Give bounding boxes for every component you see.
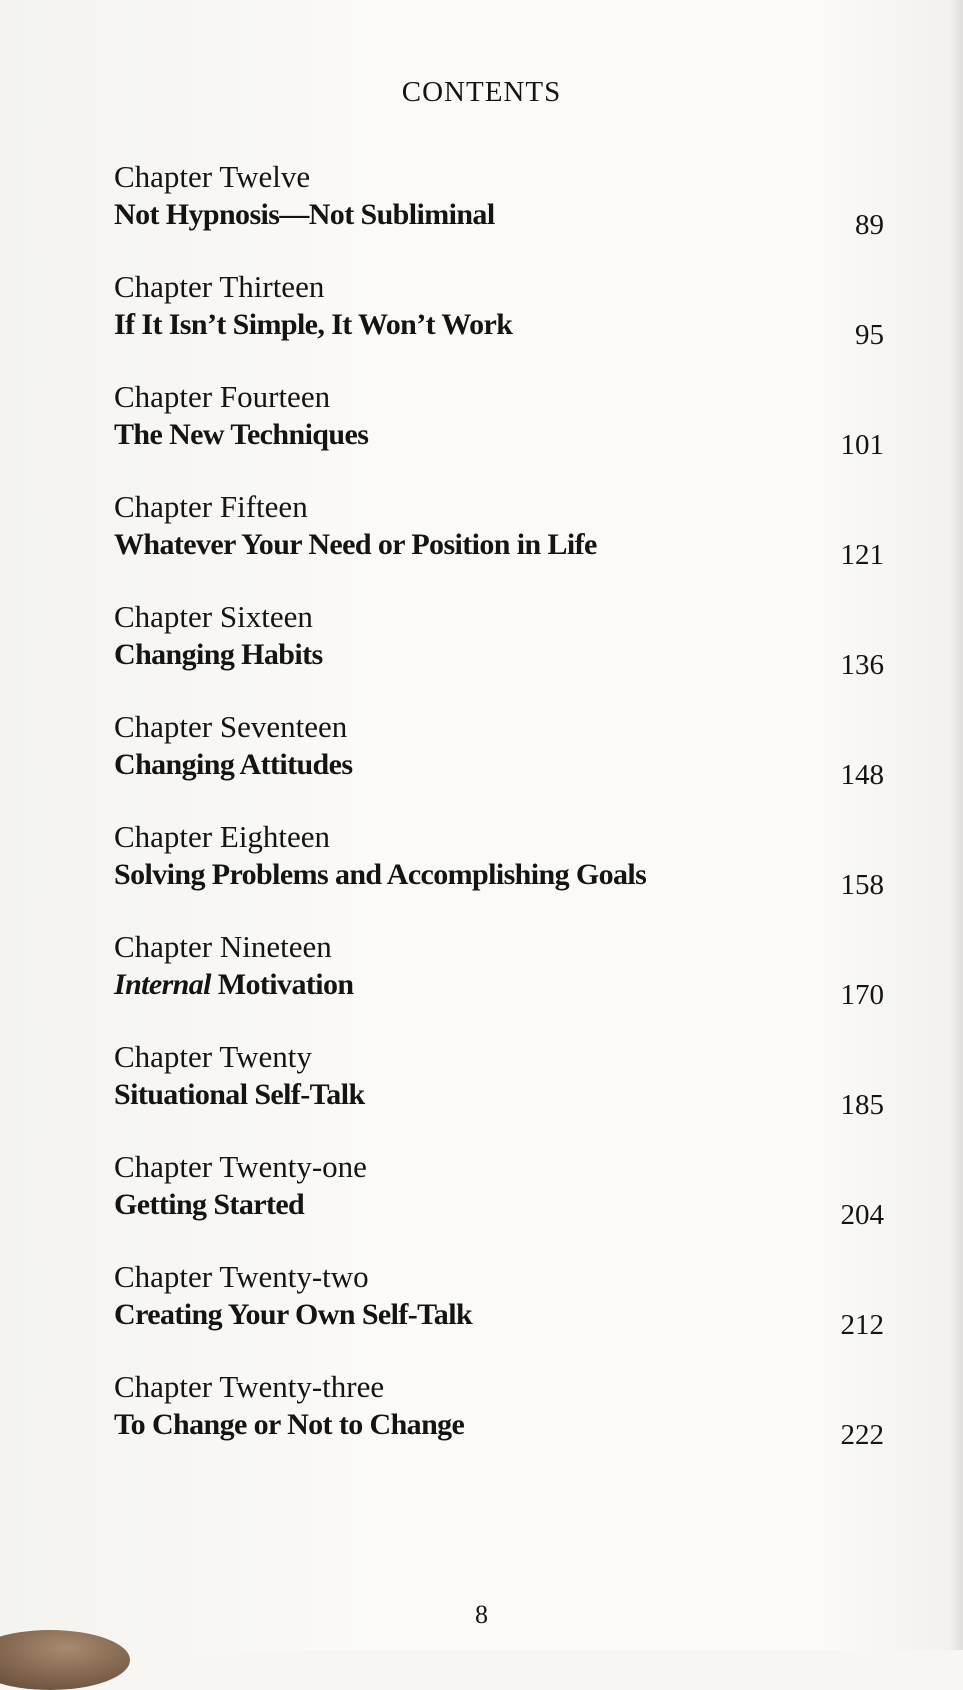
page-number: 185 (840, 1089, 884, 1121)
chapter-label: Chapter Twelve (114, 159, 311, 194)
page-number: 95 (855, 319, 884, 351)
toc-entry (114, 598, 894, 708)
chapter-label: Chapter Twenty-two (114, 1259, 369, 1294)
thumb-image (0, 1630, 130, 1690)
page-number: 101 (840, 429, 884, 461)
chapter-title: Solving Problems and Accomplishing Goals (114, 858, 647, 891)
chapter-title-emphasis: Internal (114, 968, 211, 1001)
toc-entry (114, 818, 894, 928)
toc-entry (114, 1368, 894, 1478)
page-number: 212 (840, 1309, 884, 1341)
page-number: 89 (855, 209, 884, 241)
page-number: 158 (840, 869, 884, 901)
toc-entry (114, 488, 894, 598)
table-of-contents (114, 158, 894, 1478)
chapter-label: Chapter Nineteen (114, 929, 332, 964)
chapter-title-rest: Motivation (210, 968, 354, 1001)
chapter-title (114, 966, 894, 1004)
chapter-title: Changing Attitudes (114, 748, 353, 781)
chapter-title: If It Isn’t Simple, It Won’t Work (114, 308, 513, 341)
chapter-label: Chapter Fourteen (114, 379, 331, 414)
toc-entry (114, 1148, 894, 1258)
chapter-label: Chapter Eighteen (114, 819, 331, 854)
contents-heading: CONTENTS (401, 76, 562, 108)
toc-entry (114, 268, 894, 378)
chapter-title: Getting Started (114, 1188, 305, 1221)
chapter-label: Chapter Seventeen (114, 709, 348, 744)
toc-entry (114, 1038, 894, 1148)
page-number: 121 (840, 539, 884, 571)
page-number: 204 (840, 1199, 884, 1231)
chapter-title: Not Hypnosis—Not Subliminal (114, 198, 495, 231)
page-edge-shadow (949, 0, 963, 1650)
toc-entry (114, 708, 894, 818)
chapter-title: Changing Habits (114, 638, 323, 671)
chapter-title: To Change or Not to Change (114, 1408, 465, 1441)
page-number: 148 (840, 759, 884, 791)
chapter-title: The New Techniques (114, 418, 369, 451)
chapter-label: Chapter Sixteen (114, 599, 313, 634)
folio-page-number: 8 (475, 1600, 488, 1629)
toc-entry (114, 378, 894, 488)
toc-entry (114, 158, 894, 268)
page-number: 222 (840, 1419, 884, 1451)
chapter-label: Chapter Twenty (114, 1039, 312, 1074)
chapter-title: Situational Self-Talk (114, 1078, 365, 1111)
chapter-title: Creating Your Own Self-Talk (114, 1298, 473, 1331)
chapter-title: Whatever Your Need or Position in Life (114, 528, 597, 561)
chapter-label: Chapter Thirteen (114, 269, 325, 304)
chapter-label: Chapter Twenty-three (114, 1369, 385, 1404)
toc-entry (114, 928, 894, 1038)
chapter-label: Chapter Twenty-one (114, 1149, 367, 1184)
chapter-label: Chapter Fifteen (114, 489, 308, 524)
page-number: 136 (840, 649, 884, 681)
page-number: 170 (840, 979, 884, 1011)
toc-entry (114, 1258, 894, 1368)
